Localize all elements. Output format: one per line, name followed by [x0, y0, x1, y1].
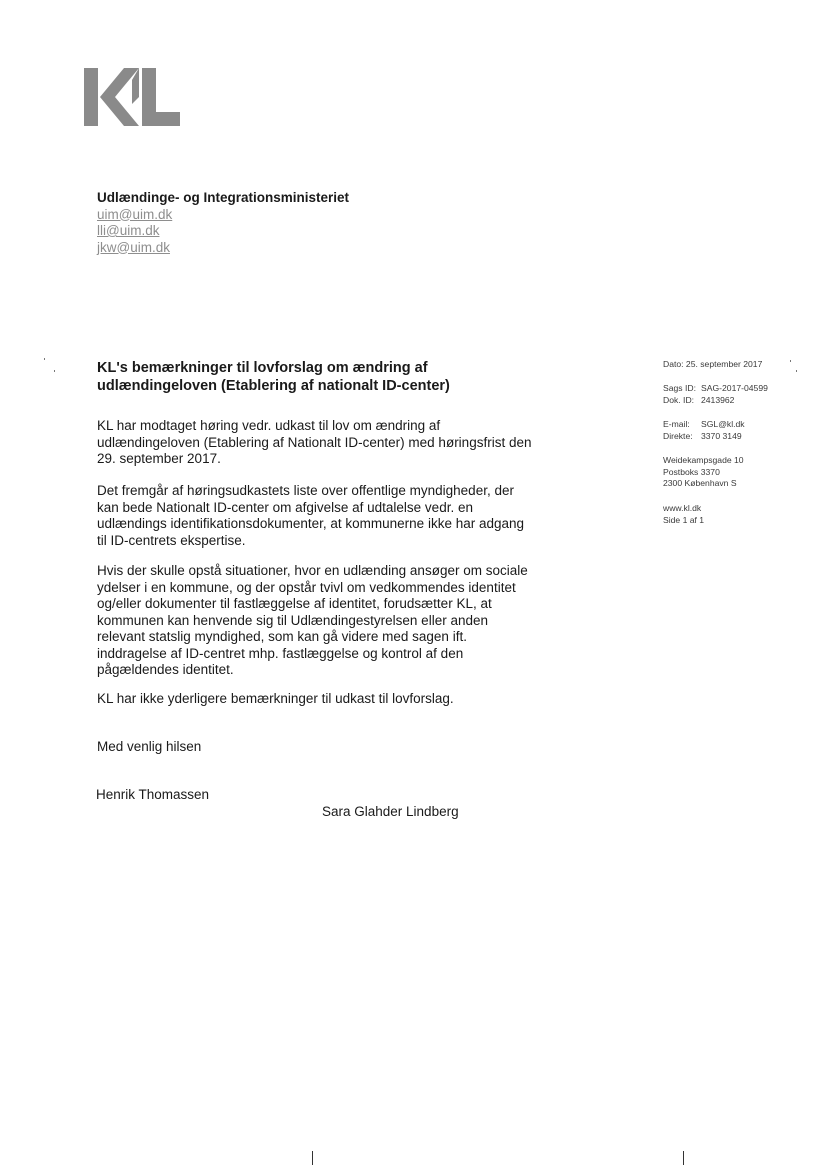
paragraph-line: ydelser i en kommune, og der opstår tvivl om vedkommendes identitet [97, 579, 516, 595]
scan-mark [312, 1151, 313, 1165]
sidebar-contact [663, 419, 745, 442]
paragraph-line: inddragelse af ID-centret mhp. fastlæggelse og kontrol af den [97, 645, 464, 661]
kl-logo [82, 66, 182, 128]
dok-id-label: Dok. ID: [663, 394, 695, 405]
address-line: Weidekampsgade 10 [663, 455, 744, 465]
scan-speck [54, 370, 55, 372]
sidebar-date: Dato: 25. september 2017 [663, 359, 763, 369]
paragraph [97, 483, 557, 549]
paragraph-line: KL har ikke yderligere bemærkninger til udkast til lovforslag. [97, 691, 454, 706]
paragraph-line: udlændingeloven (Etablering af Nationalt ID-center) med høringsfrist den [97, 434, 532, 450]
signatory-name: Sara Glahder Lindberg [322, 804, 459, 819]
paragraph-line: og/eller dokumenter til fastlæggelse af identitet, forudsætter KL, at [97, 596, 492, 611]
scan-speck [796, 370, 797, 372]
paragraph-line: Hvis der skulle opstå situationer, hvor en udlænding ansøger om sociale [97, 563, 528, 578]
paragraph [97, 563, 557, 679]
paragraph-line: relevant statslig myndighed, som kan gå videre med sagen ift. [97, 629, 467, 644]
sags-id-label: Sags ID: [663, 383, 696, 393]
page-indicator: Side 1 af 1 [663, 514, 705, 525]
recipient-organization: Udlændinge- og Integrationsministeriet [97, 190, 350, 205]
sidebar-footer [663, 503, 704, 526]
sidebar-address [663, 455, 744, 490]
direkte-value: 3370 3149 [701, 430, 742, 441]
email-value[interactable]: SGL@kl.dk [701, 419, 745, 429]
paragraph-line: til ID-centrets ekspertise. [97, 532, 246, 548]
dok-id-value: 2413962 [701, 394, 735, 405]
paragraph-line: kan bede Nationalt ID-center om afgivelse af udtalelse vedr. en [97, 499, 473, 515]
paragraph-line: Det fremgår af høringsudkastets liste over offentlige myndigheder, der [97, 483, 514, 498]
letter-title-line: KL's bemærkninger til lovforslag om ændring af [97, 360, 428, 376]
letter-title-line: udlændingeloven (Etablering af nationalt ID-center) [97, 378, 450, 394]
paragraph-line: kommunen kan henvende sig til Udlændingestyrelsen eller anden [97, 612, 488, 628]
address-line: 2300 København S [663, 478, 737, 489]
recipient-block [97, 190, 349, 256]
paragraph-line: pågældendes identitet. [97, 662, 234, 677]
recipient-email-link[interactable]: uim@uim.dk [97, 206, 173, 222]
letter-title [97, 359, 450, 395]
paragraph-line: KL har modtaget høring vedr. udkast til lov om ændring af [97, 418, 441, 433]
scan-mark [683, 1151, 684, 1165]
paragraph [97, 418, 557, 468]
paragraph-line: udlændings identifikationsdokumenter, at kommunerne ikke har adgang [97, 516, 525, 531]
paragraph-line: 29. september 2017. [97, 451, 221, 466]
sags-id-value: SAG-2017-04599 [701, 383, 768, 393]
email-label: E-mail: [663, 419, 690, 429]
web-link[interactable]: www.kl.dk [663, 503, 702, 513]
sidebar-ids [663, 383, 768, 406]
address-line: Postboks 3370 [663, 466, 720, 477]
direkte-label: Direkte: [663, 430, 693, 441]
scan-speck [790, 360, 791, 362]
paragraph [97, 691, 557, 708]
closing: Med venlig hilsen [97, 739, 202, 754]
recipient-email-link[interactable]: jkw@uim.dk [97, 239, 170, 255]
recipient-email-link[interactable]: lli@uim.dk [97, 223, 160, 238]
scan-speck [44, 358, 45, 360]
signatory-name: Henrik Thomassen [96, 787, 210, 802]
